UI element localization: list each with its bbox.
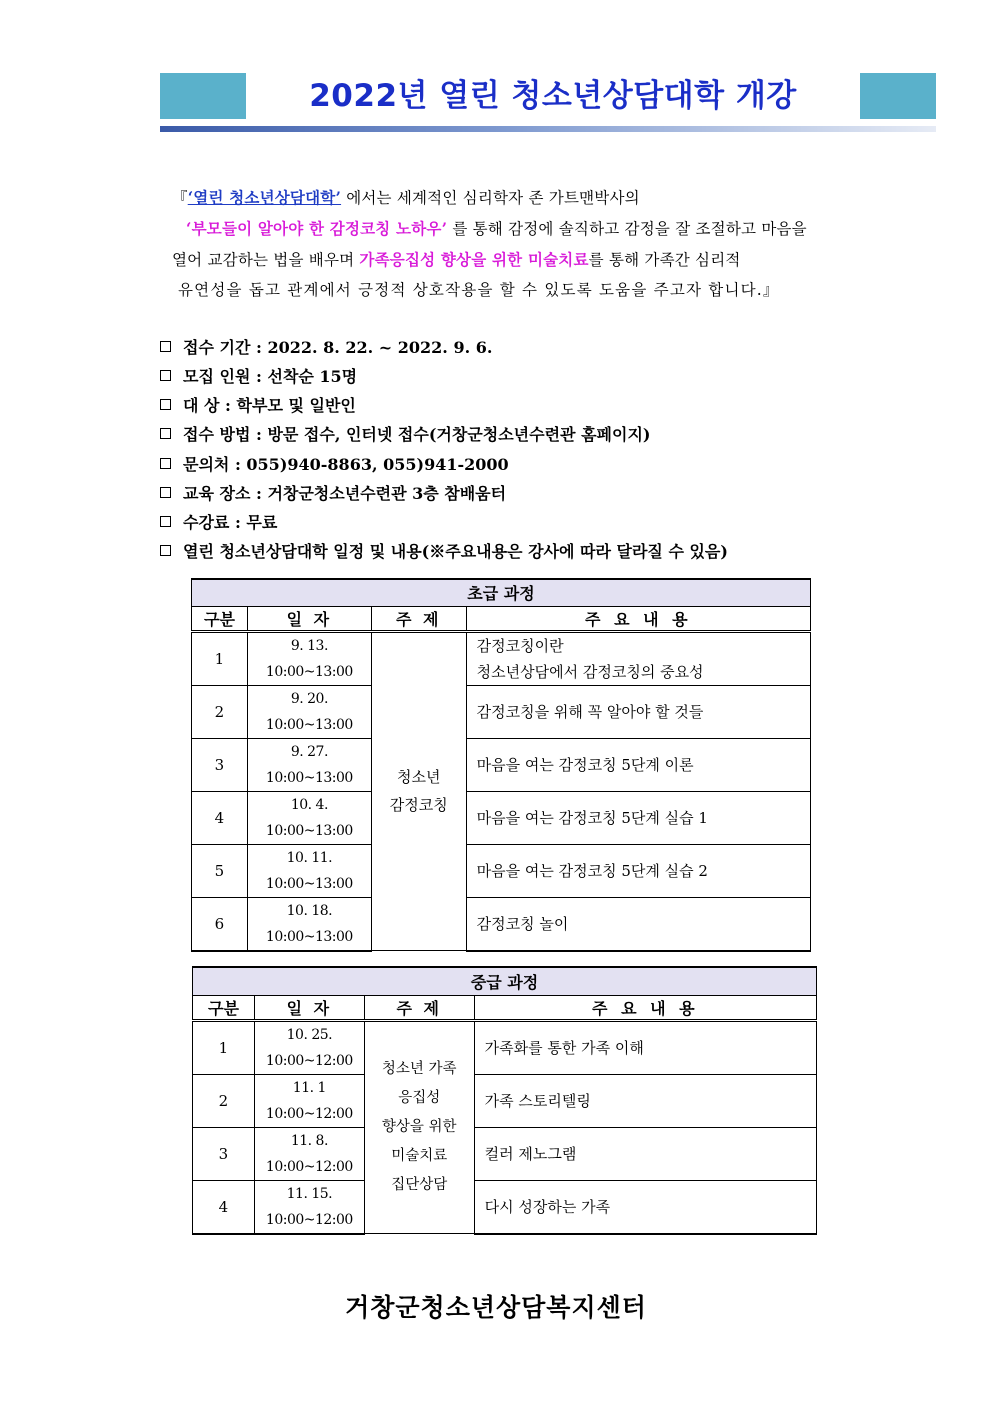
topic-text: 집단상담	[391, 1176, 448, 1193]
topic-text: 감정코칭	[389, 796, 448, 815]
time-text: 10:00~13:00	[265, 769, 353, 786]
topic-text: 청소년	[397, 768, 441, 787]
row-content	[466, 631, 810, 685]
table-title: 초급 과정	[192, 579, 811, 606]
row-date	[254, 1020, 364, 1074]
row-number: 3	[193, 1127, 255, 1180]
info-text: 접수 기간 : 2022. 8. 22. ~ 2022. 9. 6.	[183, 338, 493, 357]
checkbox-icon	[160, 458, 171, 469]
header-right-block	[860, 73, 936, 119]
intro-line-2	[186, 213, 807, 245]
date-text: 10. 11.	[286, 849, 333, 866]
table-row	[192, 631, 811, 685]
col-header: 일 자	[254, 995, 364, 1020]
organization-name: 거창군청소년상담복지센터	[345, 1293, 647, 1322]
time-text: 10:00~12:00	[265, 1105, 353, 1122]
row-number: 2	[193, 1074, 255, 1127]
table-row	[193, 1180, 817, 1234]
row-date	[247, 844, 371, 897]
row-content: 마음을 여는 감정코칭 5단계 실습 2	[466, 844, 810, 897]
date-text: 11. 15.	[286, 1185, 333, 1202]
row-number: 4	[193, 1180, 255, 1234]
time-text: 10:00~13:00	[265, 875, 353, 892]
checkbox-icon	[160, 487, 171, 498]
row-number: 5	[192, 844, 248, 897]
header-underline	[160, 126, 936, 132]
checkbox-icon	[160, 428, 171, 439]
info-text: 교육 장소 : 거창군청소년수련관 3층 참배움터	[183, 484, 507, 503]
col-header: 구분	[192, 606, 248, 631]
info-location	[160, 480, 506, 508]
row-date	[254, 1074, 364, 1127]
beginner-course-table	[191, 578, 811, 952]
col-header: 주 요 내 용	[466, 606, 810, 631]
open-bracket: 『	[172, 189, 188, 207]
row-content: 마음을 여는 감정코칭 5단계 실습 1	[466, 791, 810, 844]
date-text: 9. 27.	[290, 743, 328, 760]
date-text: 10. 25.	[286, 1026, 333, 1043]
date-text: 11. 1	[292, 1079, 326, 1096]
info-text: 열린 청소년상담대학 일정 및 내용(※주요내용은 강사에 따라 달라질 수 있음)	[183, 542, 728, 561]
intro-line-1-rest: 에서는 세계적인 심리학자 존 가트맨박사의	[341, 189, 640, 207]
table-row	[192, 685, 811, 738]
topic-text: 청소년 가족	[381, 1060, 457, 1077]
page-title: 2022년 열린 청소년상담대학 개강	[309, 78, 797, 114]
info-registration-period	[160, 334, 492, 362]
topic-text: 향상을 위한	[381, 1118, 457, 1135]
row-date	[254, 1180, 364, 1234]
program-name: ‘열린 청소년상담대학’	[187, 188, 342, 207]
highlight-emotion-coaching: ‘부모들이 알아야 한 감정코칭 노하우’	[186, 219, 448, 238]
intro-line-4: 유연성을 돕고 관계에서 긍정적 상호작용을 할 수 있도록 도움을 주고자 합니다.』	[178, 281, 780, 299]
col-header: 주 요 내 용	[474, 995, 816, 1020]
col-header: 주 제	[364, 995, 474, 1020]
time-text: 10:00~13:00	[265, 822, 353, 839]
row-content: 컬러 제노그램	[474, 1127, 816, 1180]
intermediate-course-table	[192, 966, 817, 1235]
info-fee	[160, 509, 277, 537]
date-text: 10. 18.	[286, 902, 333, 919]
date-text: 9. 20.	[290, 690, 328, 707]
row-topic	[364, 1020, 474, 1234]
checkbox-icon	[160, 545, 171, 556]
table-row	[192, 844, 811, 897]
time-text: 10:00~12:00	[265, 1052, 353, 1069]
row-number: 1	[192, 631, 248, 685]
table-row	[193, 1020, 817, 1074]
intro-line-1	[172, 182, 640, 214]
time-text: 10:00~12:00	[265, 1158, 353, 1175]
row-number: 2	[192, 685, 248, 738]
row-content: 마음을 여는 감정코칭 5단계 이론	[466, 738, 810, 791]
header-left-block	[160, 73, 246, 119]
topic-text: 미술치료	[391, 1147, 448, 1164]
table-row	[193, 1127, 817, 1180]
row-content: 가족화를 통한 가족 이해	[474, 1020, 816, 1074]
row-number: 3	[192, 738, 248, 791]
intro-line-3	[172, 244, 741, 276]
intro-line-2-rest: 를 통해 감정에 솔직하고 감정을 잘 조절하고 마음을	[447, 220, 807, 238]
row-date	[247, 631, 371, 685]
time-text: 10:00~13:00	[265, 928, 353, 945]
row-date	[247, 738, 371, 791]
date-text: 10. 4.	[290, 796, 328, 813]
topic-text: 응집성	[398, 1089, 441, 1106]
info-text: 접수 방법 : 방문 접수, 인터넷 접수(거창군청소년수련관 홈페이지)	[183, 425, 651, 444]
info-text: 모집 인원 : 선착순 15명	[183, 367, 358, 386]
info-registration-method	[160, 421, 650, 449]
row-content: 감정코칭 놀이	[466, 897, 810, 951]
checkbox-icon	[160, 399, 171, 410]
row-date	[247, 897, 371, 951]
info-target	[160, 392, 356, 420]
info-schedule-heading	[160, 538, 728, 566]
col-header: 구분	[193, 995, 255, 1020]
col-header: 일 자	[247, 606, 371, 631]
row-content: 가족 스토리텔링	[474, 1074, 816, 1127]
table-row	[192, 791, 811, 844]
time-text: 10:00~13:00	[265, 716, 353, 733]
table-title: 중급 과정	[193, 967, 817, 995]
row-date	[247, 685, 371, 738]
info-text: 수강료 : 무료	[183, 513, 278, 532]
table-row	[192, 738, 811, 791]
intro-line-3-rest: 를 통해 가족간 심리적	[588, 251, 741, 269]
checkbox-icon	[160, 516, 171, 527]
time-text: 10:00~12:00	[265, 1211, 353, 1228]
info-text: 문의처 : 055)940-8863, 055)941-2000	[183, 455, 509, 474]
row-number: 6	[192, 897, 248, 951]
content-text: 청소년상담에서 감정코칭의 중요성	[476, 662, 704, 681]
checkbox-icon	[160, 341, 171, 352]
row-date	[247, 791, 371, 844]
col-header: 주 제	[371, 606, 466, 631]
table-row	[192, 897, 811, 951]
info-capacity	[160, 363, 357, 391]
table-row	[193, 1074, 817, 1127]
row-date	[254, 1127, 364, 1180]
info-contact	[160, 451, 509, 479]
highlight-art-therapy: 가족응집성 향상을 위한 미술치료	[359, 250, 589, 269]
row-content: 다시 성장하는 가족	[474, 1180, 816, 1234]
info-text: 대 상 : 학부모 및 일반인	[183, 396, 356, 415]
time-text: 10:00~13:00	[265, 663, 353, 680]
date-text: 9. 13.	[290, 637, 328, 654]
row-number: 1	[193, 1020, 255, 1074]
intro-line-3-start: 열어 교감하는 법을 배우며	[172, 251, 360, 269]
row-content: 감정코칭을 위해 꼭 알아야 할 것들	[466, 685, 810, 738]
row-topic	[371, 631, 466, 951]
date-text: 11. 8.	[290, 1132, 328, 1149]
content-text: 감정코칭이란	[476, 636, 564, 655]
checkbox-icon	[160, 370, 171, 381]
row-number: 4	[192, 791, 248, 844]
